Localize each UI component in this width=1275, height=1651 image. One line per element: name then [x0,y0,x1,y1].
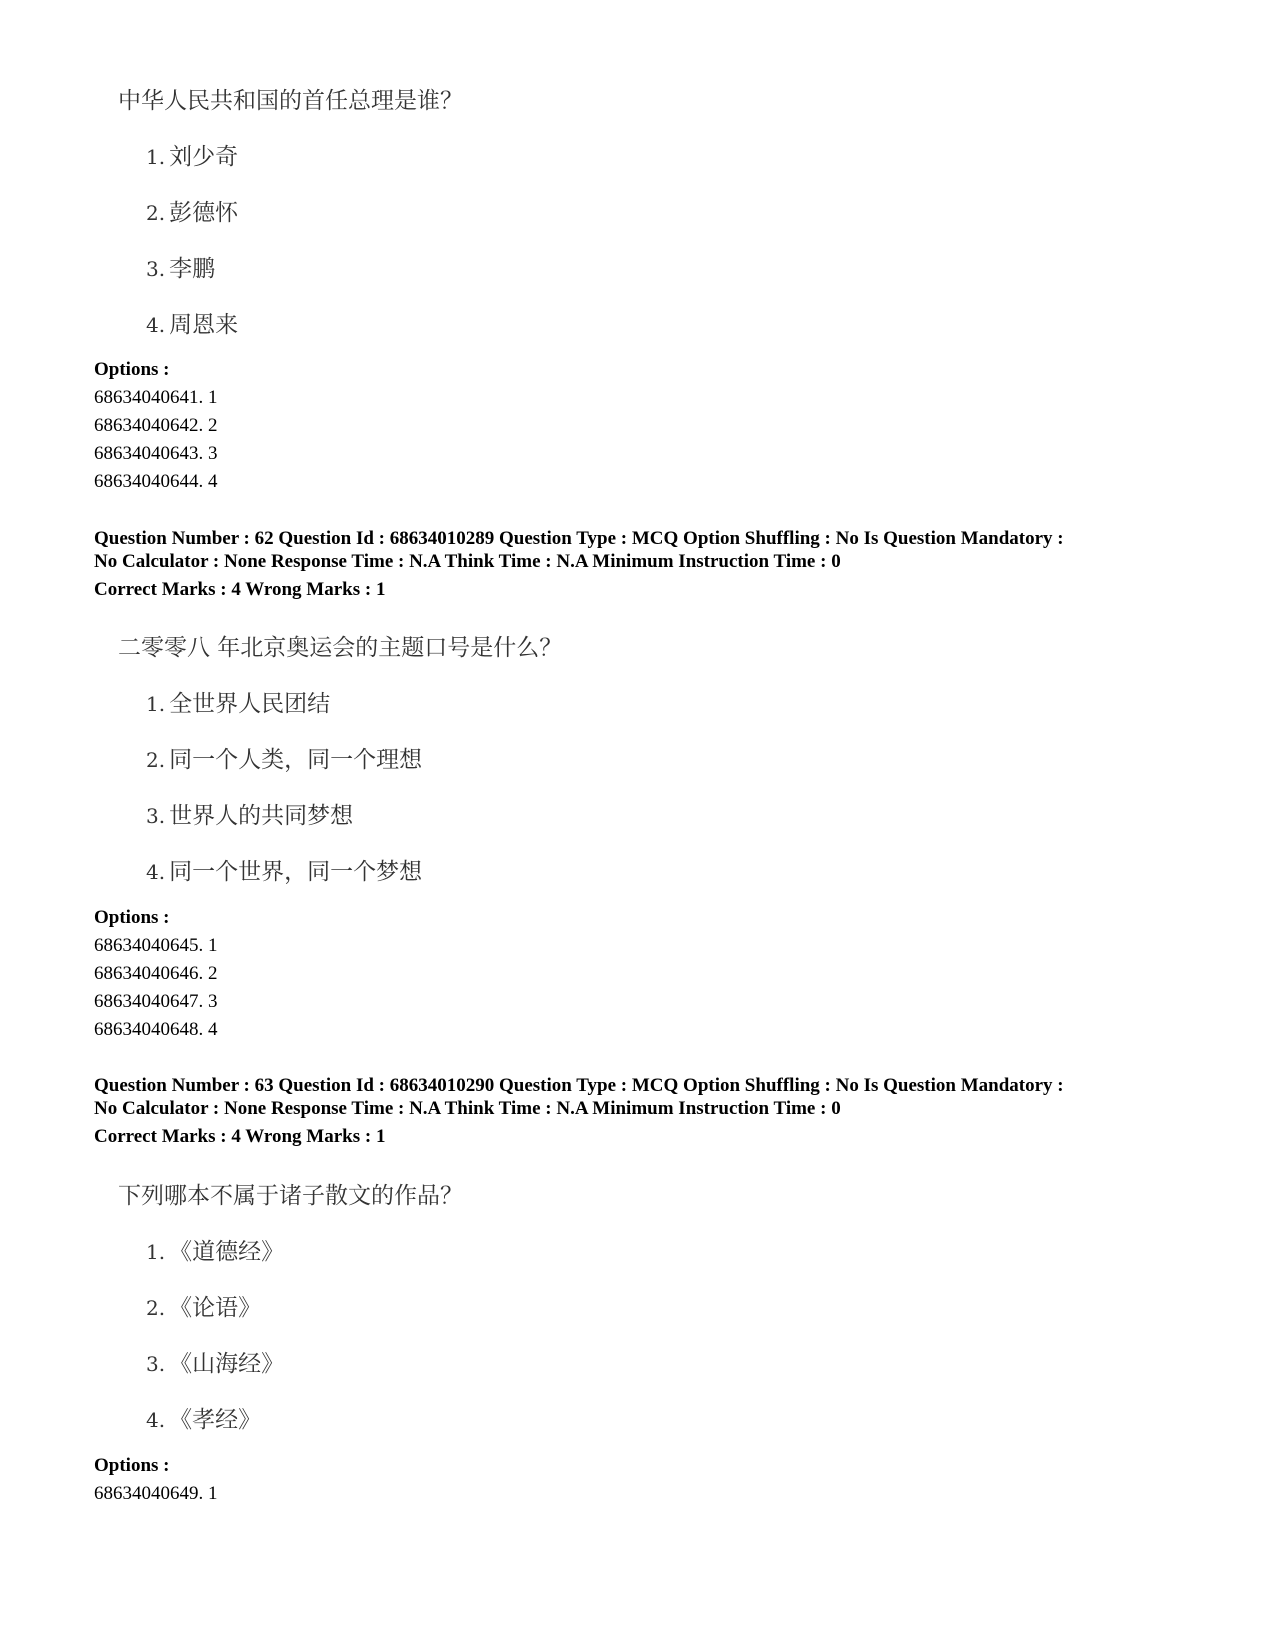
choice-text: 《道德经》 [169,1239,285,1265]
choice-number: 1. [146,1240,166,1264]
question-text: 下列哪本不属于诸子散文的作品？ [118,1183,463,1209]
question-meta: Question Number : 62 Question Id : 68634010289 Question Type : MCQ Option Shuffling : No Is Question Mandatory : [94,528,1064,549]
choice-text: 《山海经》 [169,1351,285,1377]
choice-text: 世界人的共同梦想 [169,803,354,829]
choice-number: 2. [146,748,166,772]
question-text: 中华人民共和国的首任总理是谁？ [118,88,463,114]
answer-choice [146,194,238,227]
choice-text: 李鹏 [169,256,216,282]
answer-choice [146,1233,284,1266]
choice-number: 3. [146,257,166,281]
options-label: Options : [94,907,170,928]
option-id: 68634040646. 2 [94,963,218,984]
choice-text: 刘少奇 [169,144,239,170]
choice-text: 《论语》 [169,1295,262,1321]
answer-choice [146,250,215,283]
answer-choice [146,1345,284,1378]
options-label: Options : [94,1455,170,1476]
marks-line: Correct Marks : 4 Wrong Marks : 1 [94,1126,386,1147]
choice-text: 全世界人民团结 [169,691,331,717]
choice-number: 2. [146,201,166,225]
option-id: 68634040642. 2 [94,415,218,436]
option-id: 68634040641. 1 [94,387,218,408]
answer-choice [146,741,422,774]
answer-choice [146,138,238,171]
answer-choice [146,1289,261,1322]
choice-number: 4. [146,313,166,337]
choice-text: 彭德怀 [169,200,239,226]
option-id: 68634040648. 4 [94,1019,218,1040]
answer-choice [146,685,330,718]
question-meta: No Calculator : None Response Time : N.A Think Time : N.A Minimum Instruction Time : 0 [94,1098,841,1119]
question-meta: Question Number : 63 Question Id : 68634010290 Question Type : MCQ Option Shuffling : No Is Question Mandatory : [94,1075,1064,1096]
choice-number: 3. [146,1352,166,1376]
answer-choice [146,306,238,339]
choice-number: 3. [146,804,166,828]
question-meta: No Calculator : None Response Time : N.A Think Time : N.A Minimum Instruction Time : 0 [94,551,841,572]
choice-number: 2. [146,1296,166,1320]
answer-choice [146,1401,261,1434]
choice-text: 同一个世界，同一个梦想 [169,859,423,885]
choice-text: 同一个人类，同一个理想 [169,747,423,773]
options-label: Options : [94,359,170,380]
answer-choice [146,853,422,886]
option-id: 68634040647. 3 [94,991,218,1012]
choice-number: 1. [146,145,166,169]
answer-choice [146,797,353,830]
option-id: 68634040644. 4 [94,471,218,492]
choice-number: 4. [146,1408,166,1432]
marks-line: Correct Marks : 4 Wrong Marks : 1 [94,579,386,600]
choice-text: 《孝经》 [169,1407,262,1433]
option-id: 68634040643. 3 [94,443,218,464]
choice-number: 1. [146,692,166,716]
question-text: 二零零八 年北京奥运会的主题口号是什么？ [118,635,563,661]
option-id: 68634040645. 1 [94,935,218,956]
option-id: 68634040649. 1 [94,1483,218,1504]
choice-text: 周恩来 [169,312,239,338]
choice-number: 4. [146,860,166,884]
